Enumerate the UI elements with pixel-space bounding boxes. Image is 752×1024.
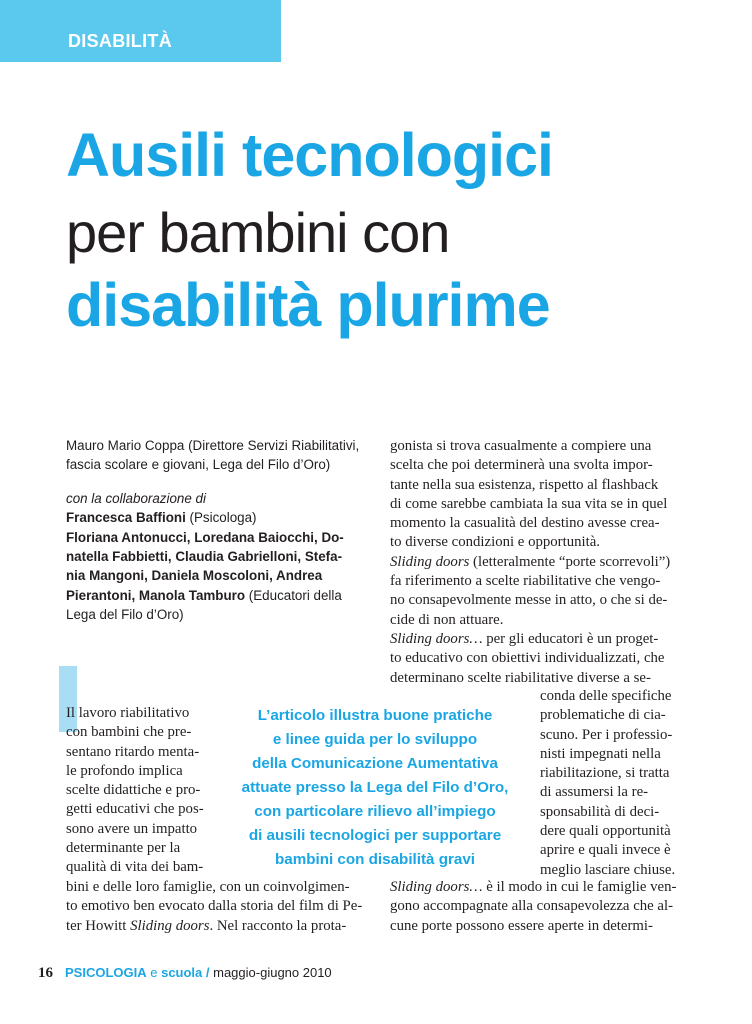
- left-wrap-line: sentano ritardo menta-: [66, 743, 200, 760]
- collab-line-3: natella Fabbietti, Claudia Gabrielloni, Stefa-: [66, 549, 343, 565]
- collab-intro: con la collaborazione di: [66, 490, 206, 506]
- right-wrap-line: sponsabilità di deci-: [540, 803, 660, 820]
- pull-quote-line: attuate presso la Lega del Filo d’Oro,: [241, 779, 509, 796]
- pull-quote-line: e linee guida per lo sviluppo: [272, 731, 478, 748]
- right-p2-first-line: [390, 553, 690, 572]
- left-wrap-column: [66, 704, 216, 878]
- right-wrap-line: conda delle specifiche: [540, 688, 672, 704]
- left-wrap-line: scelte didattiche e pro-: [66, 782, 201, 799]
- collab-line-4: nia Mangoni, Daniela Moscoloni, Andrea: [66, 568, 323, 584]
- right-line: tante nella sua esistenza, rispetto al flashback: [390, 476, 659, 493]
- bottom-right-line: cune porte possono essere aperte in determi-: [390, 917, 653, 934]
- section-tag: [0, 0, 281, 62]
- collab-line-2: Floriana Antonucci, Loredana Baiocchi, Do-: [66, 529, 344, 545]
- collab-role-1: (Psicologa): [185, 510, 257, 526]
- lead-author-name: Mauro Mario Coppa: [66, 438, 185, 453]
- authors-block: [66, 436, 366, 625]
- bottom-left-3a: ter Howitt: [66, 917, 131, 934]
- magazine-name-e: e: [146, 965, 162, 980]
- pull-quote-line: L’articolo illustra buone pratiche: [257, 707, 493, 724]
- issue-date: maggio-giugno 2010: [209, 965, 332, 980]
- right-line: to diverse condizioni e opportunità.: [390, 534, 600, 551]
- lead-author-role: (Direttore Servizi Riabilitativi,: [184, 438, 360, 453]
- film-title: Sliding doors: [130, 917, 210, 934]
- collab-name-1: Francesca Baffioni: [66, 510, 186, 526]
- left-wrap-line: le profondo implica: [66, 762, 183, 779]
- pull-quote-line: di ausili tecnologici per supportare: [248, 827, 502, 844]
- bottom-right-italic: Sliding doors…: [390, 879, 483, 895]
- right-wrap-column: [540, 687, 690, 880]
- right-wrap-line: aprire e quali invece è: [540, 842, 671, 859]
- right-wrap-line: meglio lasciare chiuse.: [540, 861, 676, 878]
- bottom-right-column: [390, 878, 690, 936]
- title-line-2: per bambini con: [66, 201, 450, 264]
- bottom-left-line: bini e delle loro famiglie, con un coinvolgimen-: [66, 879, 350, 895]
- collab-line-1: [66, 508, 366, 527]
- lead-author-line: [66, 436, 366, 455]
- bottom-right-line: gono accompagnate alla consapevolezza che al-: [390, 898, 674, 915]
- right-wrap-line: scuno. Per i professio-: [540, 726, 673, 743]
- right-p3-first-line: [390, 630, 690, 649]
- right-wrap-line: dere quali opportunità: [540, 823, 671, 840]
- right-wrap-line: riabilitazione, si tratta: [540, 765, 670, 782]
- title-line-3: disabilità plurime: [66, 271, 550, 339]
- footer-slash: /: [202, 965, 210, 980]
- right-wrap-line: di assumersi la re-: [540, 784, 649, 801]
- right-line: to educativo con obiettivi individualizzati, che: [390, 650, 665, 667]
- right-line: determinano scelte riabilitative diverse a se-: [390, 669, 651, 686]
- collab-line-5: [66, 586, 366, 605]
- left-wrap-line: Il lavoro riabilitativo: [66, 705, 190, 721]
- left-wrap-line: getti educativi che pos-: [66, 801, 204, 818]
- left-wrap-line: sono avere un impatto: [66, 820, 198, 837]
- right-line: fa riferimento a scelte riabilitative che vengo-: [390, 573, 661, 590]
- bottom-left-3b: . Nel racconto la prota-: [209, 917, 347, 934]
- bottom-left-line: to emotivo ben evocato dalla storia del film di Pe-: [66, 898, 363, 915]
- pull-quote-line: bambini con disabilità gravi: [274, 851, 475, 868]
- collab-line-6: Lega del Filo d’Oro): [66, 607, 184, 623]
- pull-quote: [225, 704, 525, 872]
- right-wrap-line: nisti impegnati nella: [540, 745, 661, 762]
- pull-quote-line: con particolare rilievo all’impiego: [254, 803, 496, 820]
- bottom-left-column: [66, 878, 366, 936]
- right-column: [390, 437, 690, 688]
- bottom-right-line-1: [390, 878, 690, 897]
- left-wrap-line: determinante per la: [66, 840, 181, 857]
- page-number: 16: [38, 965, 53, 981]
- right-p2-rest: (letteralmente “porte scorrevoli”): [469, 553, 671, 570]
- left-wrap-line: con bambini che pre-: [66, 724, 192, 741]
- right-line: di come sarebbe cambiata la sua vita se in quel: [390, 495, 668, 512]
- page-footer: [38, 965, 332, 982]
- title-line-1: Ausili tecnologici: [66, 121, 554, 189]
- collab-role-5: (Educatori della: [245, 587, 342, 603]
- right-line: no consapevolmente messe in atto, o che si de-: [390, 592, 668, 609]
- lead-author-role-cont: fascia scolare e giovani, Lega del Filo d’Oro): [66, 457, 331, 473]
- right-p2-italic: Sliding doors: [390, 553, 470, 570]
- right-line: gonista si trova casualmente a compiere una: [390, 438, 652, 454]
- magazine-name-2: scuola: [161, 965, 203, 980]
- right-line: cide di non attuare.: [390, 611, 504, 628]
- bottom-left-line-3: [66, 917, 366, 936]
- section-tag-label: DISABILITÀ: [68, 31, 172, 51]
- collab-names-5: Pierantoni, Manola Tamburo: [66, 587, 246, 603]
- right-line: scelta che poi determinerà una svolta impor-: [390, 457, 653, 474]
- magazine-name-1: PSICOLOGIA: [65, 965, 147, 980]
- right-p3-rest: per gli educatori è un proget-: [482, 630, 659, 647]
- pull-quote-line: della Comunicazione Aumentativa: [252, 755, 498, 772]
- left-wrap-line: qualità di vita dei bam-: [66, 859, 204, 876]
- bottom-right-rest: è il modo in cui le famiglie ven-: [482, 879, 677, 895]
- right-wrap-line: problematiche di cia-: [540, 707, 666, 724]
- right-p3-italic: Sliding doors…: [390, 630, 483, 647]
- right-line: momento la casualità del destino avesse crea-: [390, 515, 660, 532]
